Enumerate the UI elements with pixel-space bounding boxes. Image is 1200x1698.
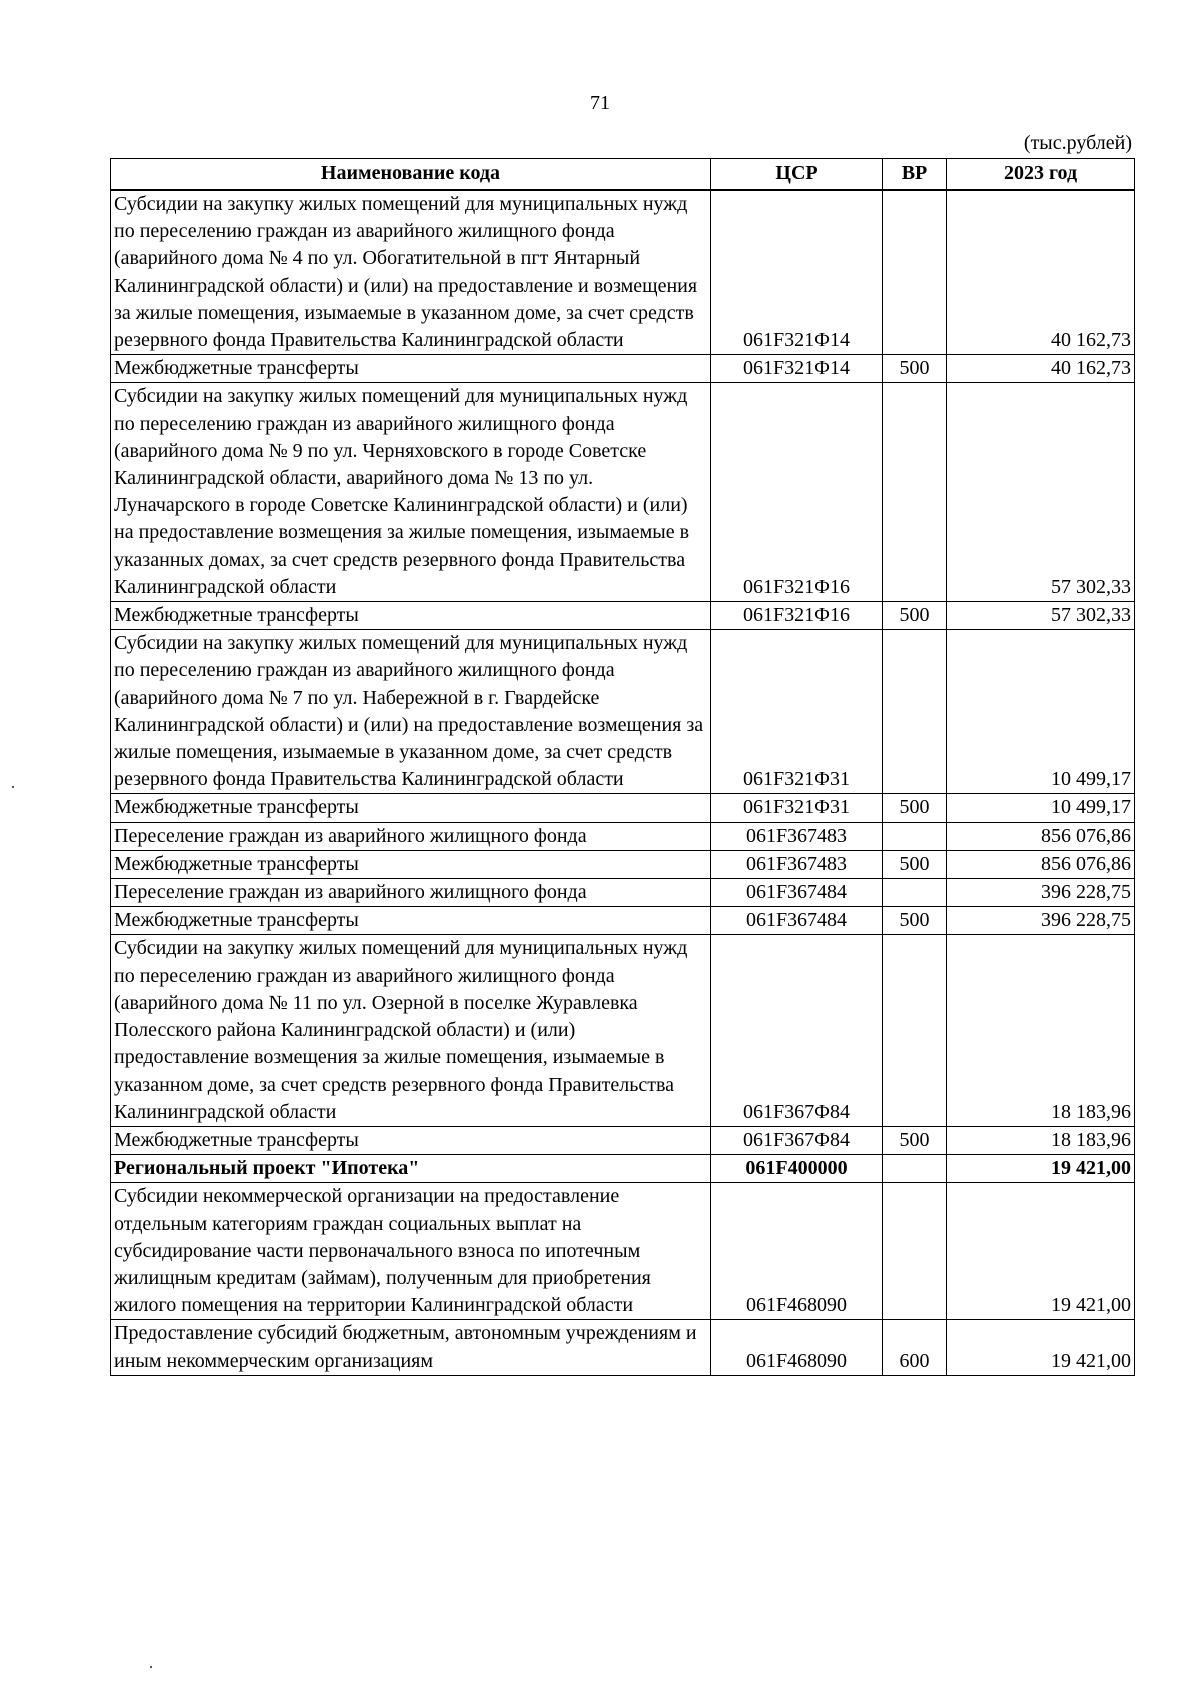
row-name: Субсидии на закупку жилых помещений для муниципальных нужд по переселению граждан из аварийного жилищного фонда (аварийного дома № 4 по ул. Обогатительной в пгт Янтарный Калининградской области) и (или) на предоставление и возмещения за жилые помещения, изымаемые в указанном доме, за счет средств резервного фонда Правительства Калининградской области <box>111 190 711 355</box>
row-amount: 19 421,00 <box>947 1155 1135 1183</box>
row-vr: 500 <box>883 1126 947 1154</box>
header-csr: ЦСР <box>711 159 883 191</box>
row-amount: 856 076,86 <box>947 822 1135 850</box>
row-amount: 40 162,73 <box>947 355 1135 383</box>
row-vr <box>883 190 947 355</box>
row-vr <box>883 935 947 1126</box>
row-name: Переселение граждан из аварийного жилищного фонда <box>111 879 711 907</box>
table-row <box>111 602 1135 630</box>
row-name: Межбюджетные трансферты <box>111 1126 711 1154</box>
row-csr: 061F400000 <box>711 1155 883 1183</box>
row-name: Межбюджетные трансферты <box>111 850 711 878</box>
row-vr: 500 <box>883 794 947 822</box>
row-csr: 061F367Ф84 <box>711 935 883 1126</box>
row-csr: 061F321Ф16 <box>711 602 883 630</box>
table-row <box>111 879 1135 907</box>
row-amount: 18 183,96 <box>947 935 1135 1126</box>
row-amount: 396 228,75 <box>947 907 1135 935</box>
row-amount: 10 499,17 <box>947 630 1135 794</box>
row-vr: 500 <box>883 850 947 878</box>
row-amount: 19 421,00 <box>947 1183 1135 1320</box>
scan-speck <box>150 1666 152 1668</box>
row-name: Межбюджетные трансферты <box>111 794 711 822</box>
row-csr: 061F367483 <box>711 850 883 878</box>
page-number: 71 <box>590 92 610 114</box>
row-amount: 856 076,86 <box>947 850 1135 878</box>
header-year: 2023 год <box>947 159 1135 191</box>
table-row <box>111 907 1135 935</box>
row-vr <box>883 879 947 907</box>
table-row <box>111 850 1135 878</box>
table-row <box>111 822 1135 850</box>
row-csr: 061F321Ф14 <box>711 190 883 355</box>
row-csr: 061F321Ф31 <box>711 630 883 794</box>
row-name: Межбюджетные трансферты <box>111 602 711 630</box>
row-name: Региональный проект "Ипотека" <box>111 1155 711 1183</box>
table-row <box>111 355 1135 383</box>
row-name: Предоставление субсидий бюджетным, автономным учреждениям и иным некоммерческим организациям <box>111 1320 711 1375</box>
table-row <box>111 190 1135 355</box>
table-row-section <box>111 1155 1135 1183</box>
budget-table <box>110 158 1135 1376</box>
table-header-row <box>111 159 1135 191</box>
row-amount: 40 162,73 <box>947 190 1135 355</box>
table-row <box>111 794 1135 822</box>
row-csr: 061F468090 <box>711 1183 883 1320</box>
row-vr <box>883 383 947 602</box>
row-csr: 061F321Ф14 <box>711 355 883 383</box>
row-vr <box>883 822 947 850</box>
row-csr: 061F321Ф16 <box>711 383 883 602</box>
row-amount: 57 302,33 <box>947 602 1135 630</box>
row-name: Субсидии на закупку жилых помещений для муниципальных нужд по переселению граждан из аварийного жилищного фонда (аварийного дома № 11 по ул. Озерной в поселке Журавлевка Полесского района Калининградской области) и (или) предоставление возмещения за жилые помещения, изымаемые в указанном доме, за счет средств резервного фонда Правительства Калининградской области <box>111 935 711 1126</box>
row-name: Субсидии некоммерческой организации на предоставление отдельным категориям граждан социальных выплат на субсидирование части первоначального взноса по ипотечным жилищным кредитам (займам), полученным для приобретения жилого помещения на территории Калининградской области <box>111 1183 711 1320</box>
row-name: Субсидии на закупку жилых помещений для муниципальных нужд по переселению граждан из аварийного жилищного фонда (аварийного дома № 9 по ул. Черняховского в городе Советске Калининградской области, аварийного дома № 13 по ул. Луначарского в городе Советске Калининградской области) и (или) на предоставление возмещения за жилые помещения, изымаемые в указанных домах, за счет средств резервного фонда Правительства Калининградской области <box>111 383 711 602</box>
row-csr: 061F367483 <box>711 822 883 850</box>
row-vr: 500 <box>883 907 947 935</box>
header-vr: ВР <box>883 159 947 191</box>
table-row <box>111 630 1135 794</box>
units-note: (тыс.рублей) <box>1023 132 1132 154</box>
row-vr: 500 <box>883 602 947 630</box>
row-name: Переселение граждан из аварийного жилищного фонда <box>111 822 711 850</box>
row-amount: 10 499,17 <box>947 794 1135 822</box>
row-amount: 57 302,33 <box>947 383 1135 602</box>
row-amount: 396 228,75 <box>947 879 1135 907</box>
row-name: Межбюджетные трансферты <box>111 907 711 935</box>
scan-speck <box>12 786 14 788</box>
row-csr: 061F468090 <box>711 1320 883 1375</box>
row-vr: 500 <box>883 355 947 383</box>
row-amount: 19 421,00 <box>947 1320 1135 1375</box>
table-row <box>111 935 1135 1126</box>
row-csr: 061F367484 <box>711 907 883 935</box>
table-row <box>111 383 1135 602</box>
row-vr <box>883 630 947 794</box>
table-row <box>111 1183 1135 1320</box>
row-amount: 18 183,96 <box>947 1126 1135 1154</box>
row-vr: 600 <box>883 1320 947 1375</box>
row-name: Субсидии на закупку жилых помещений для муниципальных нужд по переселению граждан из аварийного жилищного фонда (аварийного дома № 7 по ул. Набережной в г. Гвардейске Калининградской области) и (или) на предоставление возмещения за жилые помещения, изымаемые в указанном доме, за счет средств резервного фонда Правительства Калининградской области <box>111 630 711 794</box>
table-row <box>111 1126 1135 1154</box>
row-csr: 061F367484 <box>711 879 883 907</box>
row-vr <box>883 1183 947 1320</box>
row-vr <box>883 1155 947 1183</box>
table-row <box>111 1320 1135 1375</box>
row-csr: 061F321Ф31 <box>711 794 883 822</box>
row-name: Межбюджетные трансферты <box>111 355 711 383</box>
header-name: Наименование кода <box>111 159 711 191</box>
row-csr: 061F367Ф84 <box>711 1126 883 1154</box>
